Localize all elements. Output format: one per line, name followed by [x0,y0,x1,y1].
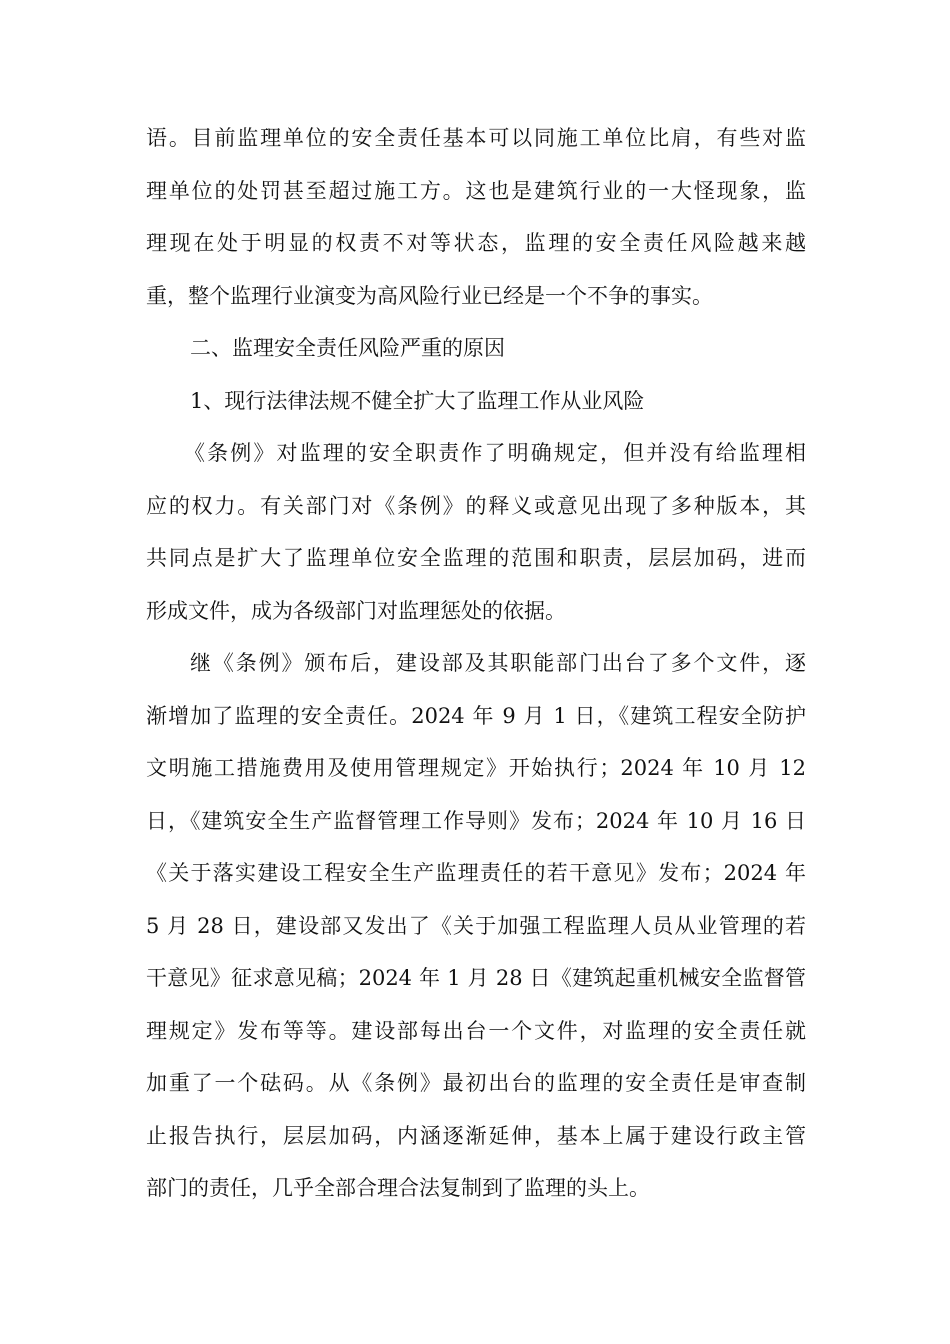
text-line: 止报告执行，层层加码，内涵逐渐延伸，基本上属于建设行政主管 [146,1123,806,1148]
text-line: 共同点是扩大了监理单位安全监理的范围和职责，层层加码，进而 [146,546,806,570]
text-line: 理现在处于明显的权责不对等状态，监理的安全责任风险越来越 [146,231,806,255]
text-line: 干意见》征求意见稿；2024 年 1 月 28 日《建筑起重机械安全监督管 [146,966,806,990]
text-line: 应的权力。有关部门对《条例》的释义或意见出现了多种版本，其 [146,493,806,518]
text-line: 渐增加了监理的安全责任。2024 年 9 月 1 日，《建筑工程安全防护 [146,703,806,728]
text-line: 理规定》发布等等。建设部每出台一个文件，对监理的安全责任就 [146,1018,806,1043]
text-line: 继《条例》颁布后，建设部及其职能部门出台了多个文件，逐 [190,651,806,675]
section-heading: 二、监理安全责任风险严重的原因 [190,336,505,360]
text-line: 理单位的处罚甚至超过施工方。这也是建筑行业的一大怪现象，监 [146,178,806,203]
text-line: 语。目前监理单位的安全责任基本可以同施工单位比肩，有些对监 [146,126,806,150]
text-line: 《关于落实建设工程安全生产监理责任的若干意见》发布；2024 年 [146,861,806,885]
text-line: 重，整个监理行业演变为高风险行业已经是一个不争的事实。 [146,283,713,308]
text-line: 加重了一个砝码。从《条例》最初出台的监理的安全责任是审查制 [146,1071,806,1095]
subsection-heading: 1、现行法律法规不健全扩大了监理工作从业风险 [190,388,645,413]
text-line: 《条例》对监理的安全职责作了明确规定，但并没有给监理相 [184,441,806,465]
text-line: 日，《建筑安全生产监督管理工作导则》发布；2024 年 10 月 16 日 [146,808,806,833]
body-text [146,112,806,1215]
text-line: 5 月 28 日，建设部又发出了《关于加强工程监理人员从业管理的若 [146,913,806,938]
text-line: 文明施工措施费用及使用管理规定》开始执行；2024 年 10 月 12 [146,756,806,780]
text-line: 形成文件，成为各级部门对监理惩处的依据。 [146,598,566,623]
text-line: 部门的责任，几乎全部合理合法复制到了监理的头上。 [146,1176,650,1200]
